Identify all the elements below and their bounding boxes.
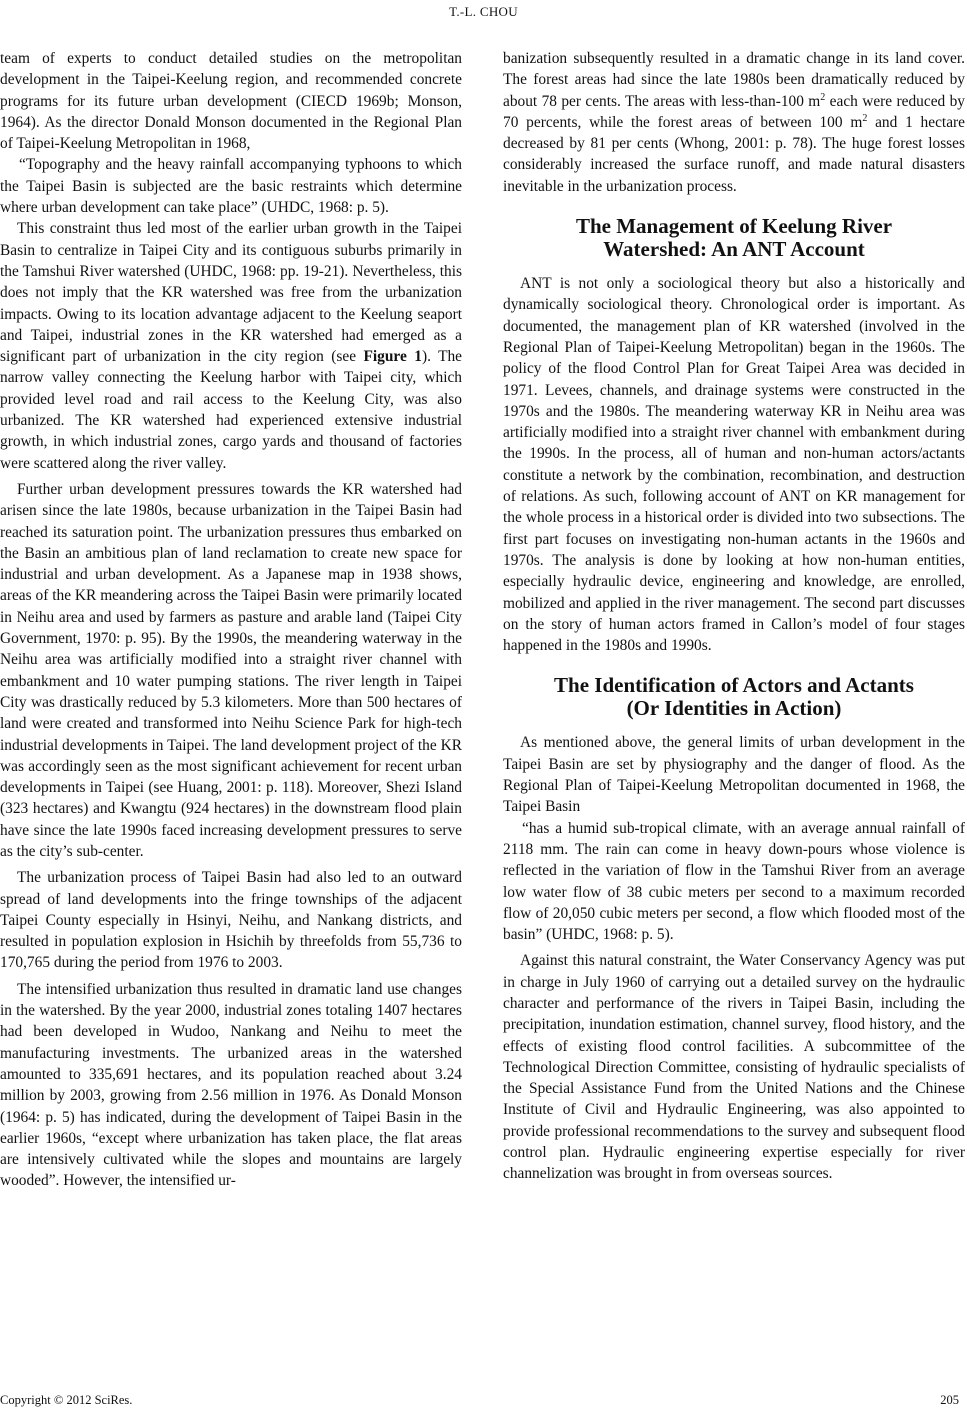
left-paragraph-2 [0,218,462,474]
right-paragraph-4: Against this natural constraint, the Water Conservancy Agency was put in charge in July 1960 of carrying out a detailed survey on the hydraulic character and performance of the rivers in Taipei Basin, including the precipitation, inundation estimation, channel survey, flood history, and the effects of existing flood control facilities. A subcommittee of the Technological Direction Committee, consisting of hydraulic specialists of the Special Assistance Fund from the United Nations and the Chinese Institute of Civil and Hydraulic Engineering, was also appointed to provide professional recommendations to the survey and subsequent flood control plan. Hydraulic engineering expertise especially for river channelization was brought in from overseas sources. [503,952,965,1183]
right-paragraph-2: ANT is not only a sociological theory but also a historically and dynamically sociological theory. Chronological order is important. As documented, the management plan of KR watershed (involved in the Regional Plan of Taipei-Keelung Metropolitan) began in the 1960s. The policy of the flood Control Plan for Great Taipei Area was decided in 1971. Levees, channels, and drainage systems were constructed in the 1970s and the 1980s. The meandering waterway KR in Neihu area was artificially modified into a straight river channel with embankment during the 1990s. In the process, all of human and non-human actors/actants constitute a network by the combination, recombination, and destruction of relations. As such, following account of ANT on KR management for the whole process in a historical order is divided into two subsections. The first part focuses on investigating non-human actants in the 1960s and 1970s. The analysis is done by looking at how non-human entities, especially hydraulic device, engineering and knowledge, are enrolled, mobilized and applied in the river management. The second part discusses on the story of human actors framed in Callon’s model of four stages happened in the 1980s and 1990s. [503,275,965,655]
superscript: 2 [820,91,826,103]
left-paragraph-5: The intensified urbanization thus resulted in dramatic land use changes in the watershed. By the year 2000, industrial zones totaling 1407 hectares had been developed in Wudoo, Nankang and Neihu to meet the manufacturing investments. The urbanized areas in the watershed amounted to 335,691 hectares, and its population reached about 3.24 million by 2003, growing from 2.56 million in 1976. As Donald Monson (1964: p. 5) has indicated, during the development of Taipei Basin in the earlier 1960s, “except where urbanization has taken place, the flat areas are intensively cultivated while the slopes and mountains are largely wooded”. However, the intensified ur- [0,980,462,1190]
running-header: T.-L. CHOU [449,4,518,19]
left-paragraph-3: Further urban development pressures towards the KR watershed had arisen since the late 1980s, because urbanization in the Taipei Basin had reached its saturation point. The urbanization pressures thus embarked on the Basin an ambitious plan of land reclamation to create new space for industrial and urban development. As a Japanese map in 1938 shows, areas of the KR meandering across the Taipei Basin were primarily located in Neihu area and used by farmers as pasture and arable land (Taipei City Government, 1970: p. 95). By the 1990s, the meandering waterway in the Neihu area was artificially modified into a straight river channel with embankment and 10 water pumping stations. The river length in Taipei City was drastically reduced by 5.3 kilometers. More than 500 hectares of land were created and transformed into Neihu Science Park for high-tech industrial developments in Taipei. The land development project of the KR was accordingly seen as the most significant achievement for recent urban developments in Taipei (see Huang, 2001: p. 118). Moreover, Shezi Island (323 hectares) and Kwangtu (924 hectares) in the downstream flood plain have since the late 1990s faced increasing development pressures to serve as the city’s sub-center. [0,480,462,860]
right-paragraph-1 [503,48,965,197]
paragraph-text: banization subsequently resulted in a dramatic change in its land cover. The forest areas had since the late 1980s been dramatically reduced by about 78 per cents. The areas with less-than-100 m [503,50,965,110]
section-heading-identification [503,674,965,720]
left-paragraph-4: The urbanization process of Taipei Basin had also led to an outward spread of land developments into the fringe townships of the adjacent Taipei County especially in Hsinyi, Neihu, and Nankang districts, and resulted in population explosion in Hsichih by threefolds from 55,736 to 170,765 during the period from 1976 to 2003. [0,869,462,972]
superscript: 2 [862,112,868,124]
block-quote-uhdc: “has a humid sub-tropical climate, with an average annual rainfall of 2118 mm. The rain can come in heavy down-pours whose violence is reflected in the variation of flow in the Tamshui River from an average low water flow of 38 cubic meters per second to a maximum recorded flow of 20,050 cubic meters per second, a flow which flooded most of the basin” (UHDC, 1968: p. 5). [503,819,965,944]
paragraph-text: each were reduced by 70 percents, while the forest areas of between 100 m [503,92,965,131]
right-paragraph-3: As mentioned above, the general limits of urban development in the Taipei Basin are set by physiography and the danger of flood. As the Regional Plan of Taipei-Keelung Metropolitan documented in 1968, the Taipei Basin [503,734,965,816]
page-number: 205 [940,1393,959,1407]
section-heading-management [503,215,965,261]
left-column [0,48,462,1192]
left-paragraph-1: team of experts to conduct detailed studies on the metropolitan development in the Taipei-Keelung region, and recommended concrete programs for its future urban development (CIECD 1969b; Monson, 1964). As the director Donald Monson documented in the Regional Plan of Taipei-Keelung Metropolitan in 1968, [0,50,462,153]
heading-line: (Or Identities in Action) [626,696,842,721]
paragraph-text: ). The narrow valley connecting the Keelung harbor with Taipei city, which provided level road and rail access to the Keelung City, was also urbanized. The KR watershed had experienced extensive industrial growth, in which industrial zones, cargo yards and thousand of factories were scattered along the river valley. [0,348,462,472]
paragraph-text: This constraint thus led most of the earlier urban growth in the Taipei Basin to centralize in Taipei City and its contiguous suburbs primarily in the Tamshui River watershed (UHDC, 1968: pp. 19-21). Nevertheless, this does not imply that the KR watershed was free from the urbanization impacts. Owing to its location advantage adjacent to the Keelung seaport and Taipei, industrial zones in the KR watershed had emerged as a significant part of urbanization in the city region (see [0,220,462,366]
paragraph-text: and 1 hectare decreased by 81 per cents (Whong, 2001: p. 78). The huge forest losses considerably increased the surface runoff, and made natural disasters inevitable in the urbanization process. [503,113,965,195]
heading-line: The Management of Keelung River [575,214,893,239]
right-column [503,48,965,1185]
figure-reference: Figure 1 [363,348,422,366]
block-quote-monson: “Topography and the heavy rainfall accompanying typhoons to which the Taipei Basin is subjected are the basic restraints which determine where urban development can take place” (UHDC, 1968: p. 5). [0,156,462,217]
heading-line: The Identification of Actors and Actants [554,673,914,698]
copyright-notice: Copyright © 2012 SciRes. [0,1393,133,1407]
heading-line: Watershed: An ANT Account [603,237,865,262]
